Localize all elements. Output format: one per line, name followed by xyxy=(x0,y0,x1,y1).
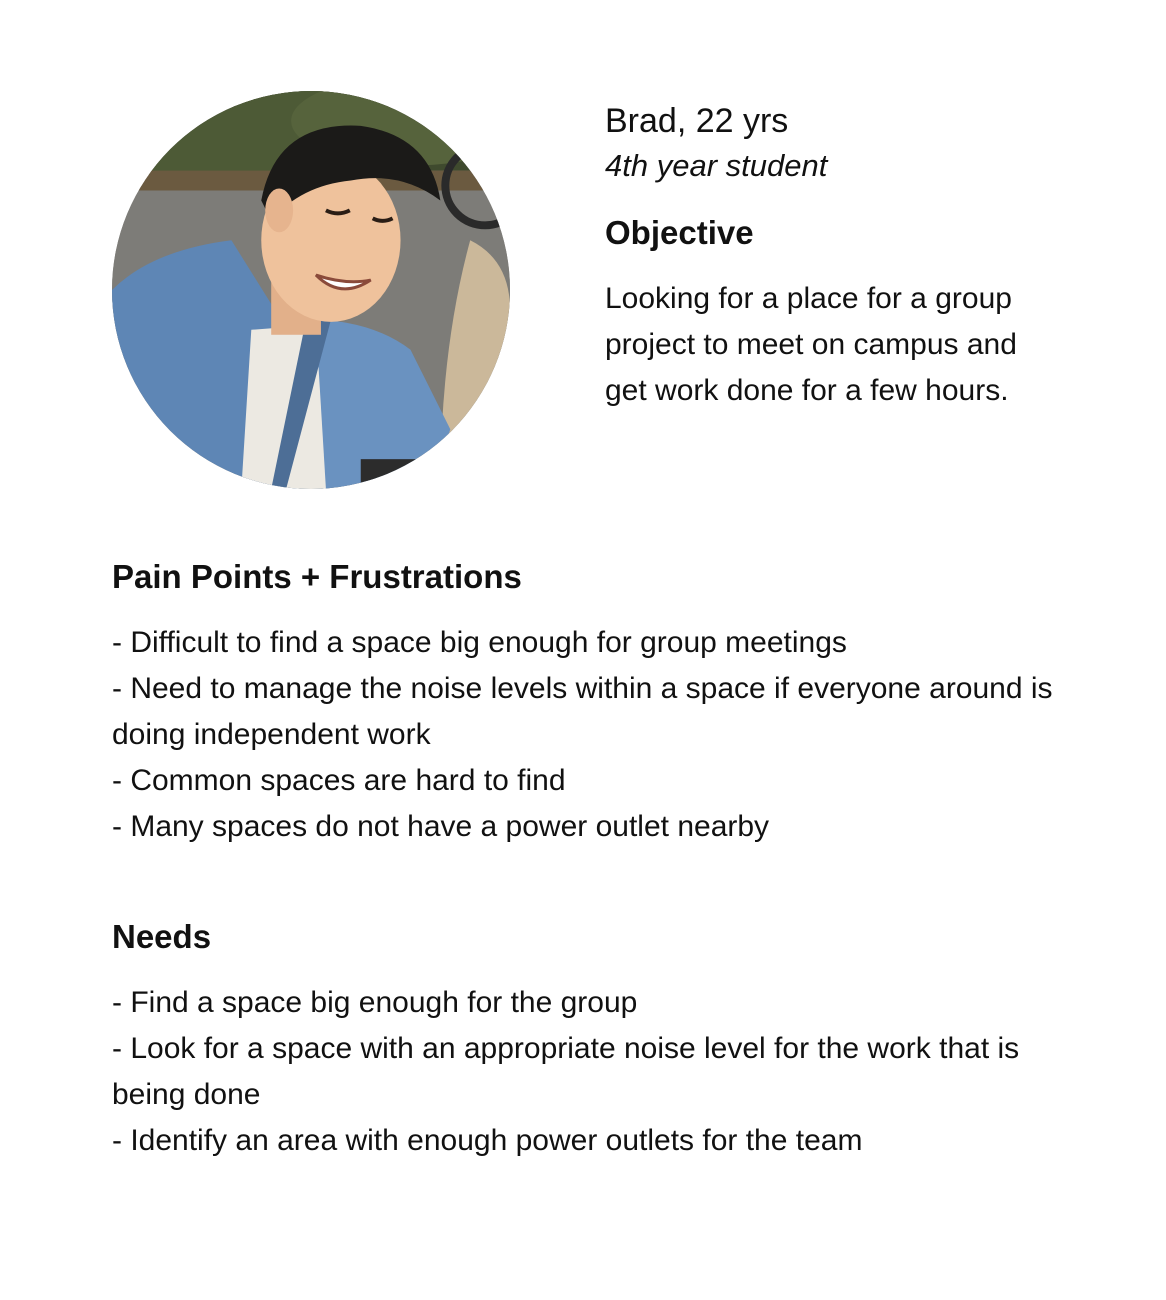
need-item: - Find a space big enough for the group xyxy=(112,986,638,1019)
needs-heading: Needs xyxy=(112,918,212,955)
persona-role: 4th year student xyxy=(605,148,828,183)
need-item: - Look for a space with an appropriate noise level for the work that is being done xyxy=(112,1032,1020,1111)
needs-section xyxy=(112,912,1072,1164)
avatar-photo-icon xyxy=(112,91,510,489)
pain-points-list xyxy=(112,620,1072,850)
pain-point-item: - Common spaces are hard to find xyxy=(112,764,566,797)
pain-point-item: - Many spaces do not have a power outlet nearby xyxy=(112,810,770,843)
pain-points-heading: Pain Points + Frustrations xyxy=(112,558,522,595)
pain-point-item: - Difficult to find a space big enough for group meetings xyxy=(112,626,847,659)
need-item: - Identify an area with enough power outlets for the team xyxy=(112,1124,863,1157)
pain-point-item: - Need to manage the noise levels within a space if everyone around is doing independent work xyxy=(112,672,1053,751)
pain-points-section xyxy=(112,552,1072,850)
needs-list xyxy=(112,980,1072,1164)
avatar xyxy=(112,91,510,489)
objective-heading: Objective xyxy=(605,214,754,251)
persona-name-age: Brad, 22 yrs xyxy=(605,102,789,140)
objective-text: Looking for a place for a group project to meet on campus and get work done for a few hours. xyxy=(605,282,1017,407)
persona-profile xyxy=(605,98,1065,414)
